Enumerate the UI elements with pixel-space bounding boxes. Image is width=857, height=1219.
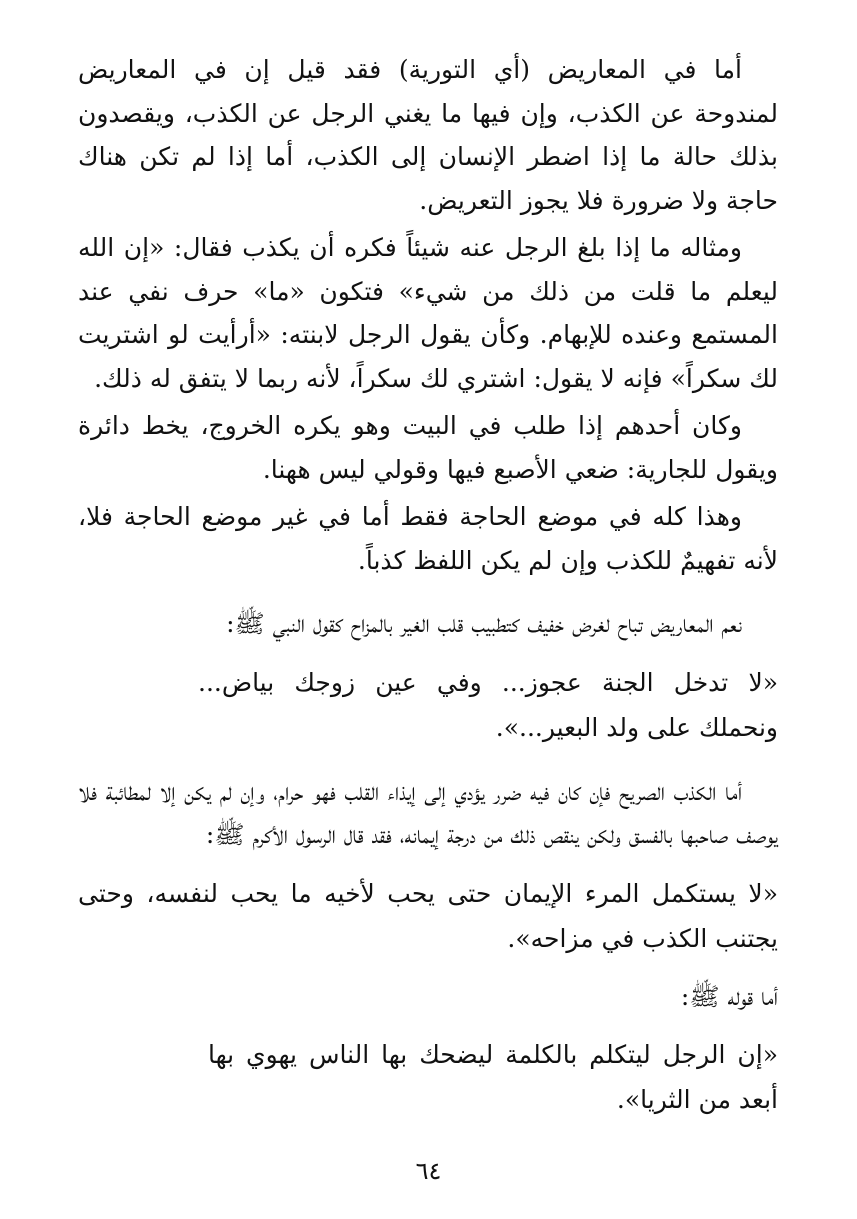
- paragraph-circle: وكان أحدهم إذا طلب في البيت وهو يكره الخروج، يخط دائرة ويقول للجارية: ضعي الأصبع فيها وقولي ليس ههنا.: [78, 411, 778, 484]
- hadith-quote-thurayya: «إن الرجل ليتكلم بالكلمة ليضحك بها الناس يهوي بها أبعد من الثريا».: [208, 1040, 778, 1114]
- hadith-quote-faith: «لا يستكمل المرء الإيمان حتى يحب لأخيه ما يحب لنفسه، وحتى يجتنب الكذب في مزاحه».: [78, 878, 778, 953]
- hadith-quote-old-woman: «لا تدخل الجنة عجوز... وفي عين زوجك بياض... ونحملك على ولد البعير...».: [198, 667, 778, 742]
- page-body: [78, 48, 778, 1122]
- page-number: ٦٤: [415, 1157, 442, 1185]
- paragraph-joking: نعم المعاريض تباح لغرض خفيف كتطبيب قلب الغير بالمزاح كقول النبي ﷺ:: [226, 609, 742, 638]
- paragraph-example: ومثاله ما إذا بلغ الرجل عنه شيئاً فكره أن يكذب فقال: «إن الله ليعلم ما قلت من ذلك من شيء» فتكون «ما» حرف نفي عند المستمع وعنده للإبهام. وكأن يقول الرجل لابنته: «أرأيت لو اشتريت لك سكراً» فإنه لا يقول: اشتري لك سكراً، لأنه ربما لا يتفق له ذلك.: [78, 233, 778, 393]
- paragraph-explicit-lie: أما الكذب الصريح فإن كان فيه ضرر يؤدي إلى إيذاء القلب فهو حرام، وإن لم يكن إلا لمطائبة فلا يوصف صاحبها بالفسق ولكن ينقص ذلك من درجة إيمانه، فقد قال الرسول الأكرم ﷺ:: [78, 776, 778, 849]
- paragraph-need: وهذا كله في موضع الحاجة فقط أما في غير موضع الحاجة فلا، لأنه تفهيمٌ للكذب وإن لم يكن اللفظ كذباً.: [78, 502, 778, 575]
- paragraph-saying-intro: أما قوله ﷺ:: [680, 981, 778, 1011]
- paragraph-maarid: أما في المعاريض (أي التورية) فقد قيل إن في المعاريض لمندوحة عن الكذب، وإن فيها ما يغني الرجل عن الكذب، ويقصدون بذلك حالة ما إذا اضطر الإنسان إلى الكذب، أما إذا لم تكن هناك حاجة ولا ضرورة فلا يجوز التعريض.: [78, 55, 778, 215]
